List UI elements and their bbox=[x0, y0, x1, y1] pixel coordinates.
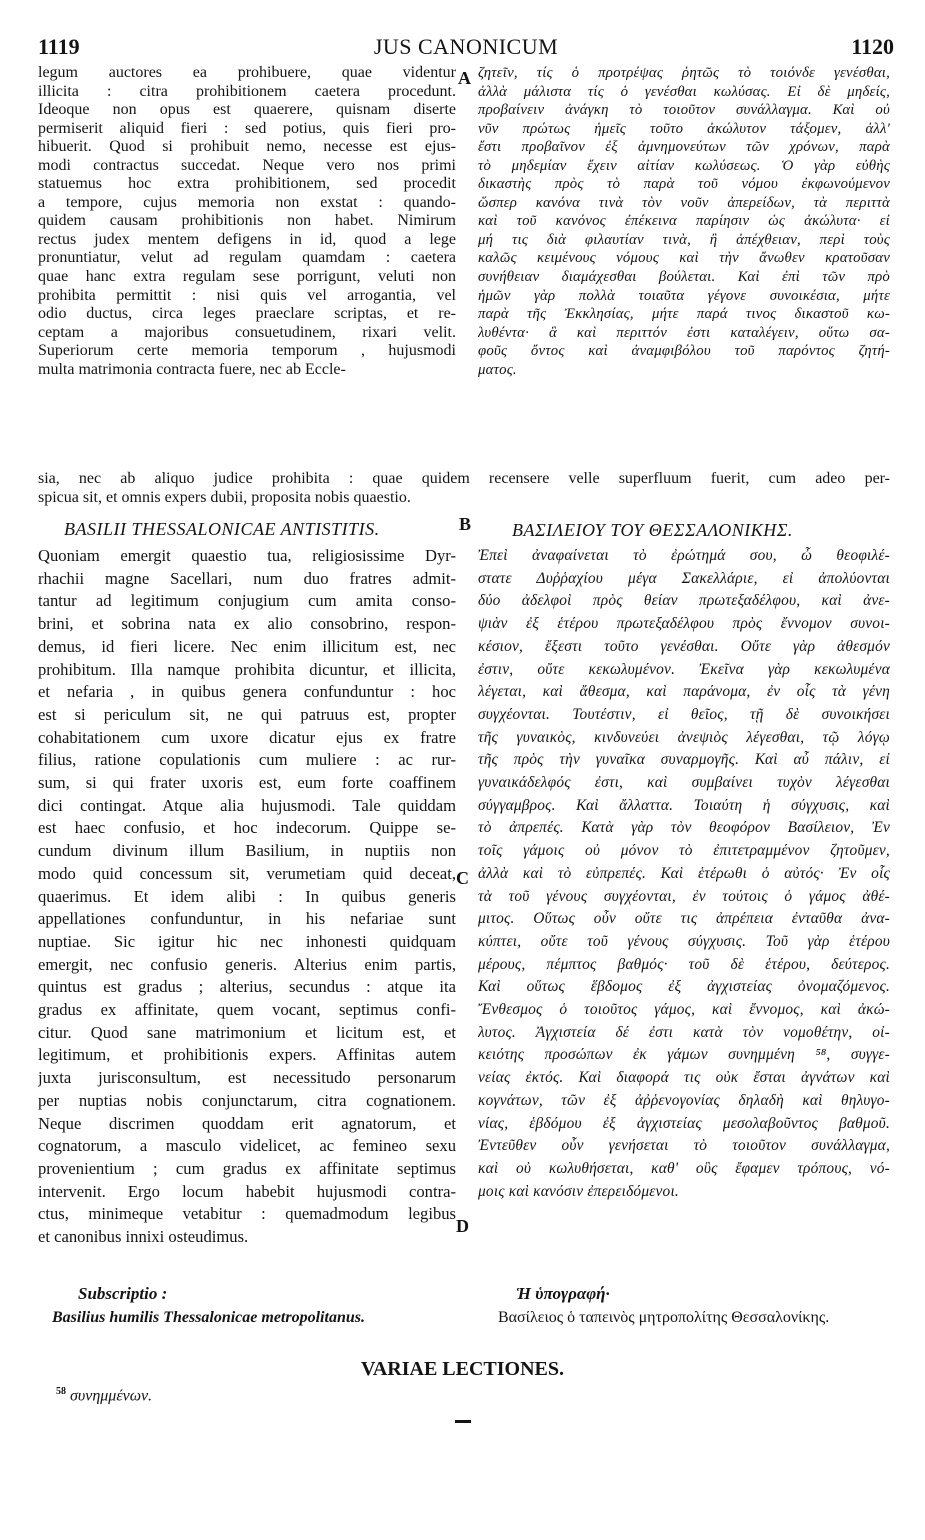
latin-text-line: Quoniam emergit quaestio tua, religiosissime Dyr- bbox=[38, 546, 456, 565]
latin-text-line: brini, et sobrina nata ex alio consobrino, respon- bbox=[38, 614, 456, 634]
greek-text-line: στατε Δυῤῥαχίου μέγα Σακελλάριε, εἰ ἀπολύονται bbox=[478, 569, 890, 587]
latin-text-line: ctus, minimeque vetabitur : quemadmodum legibus bbox=[38, 1204, 456, 1224]
greek-text-line: νείας ἐκτός. Καὶ διαφορά τις οὐκ ἔσται ἀγνάτων καὶ bbox=[478, 1069, 890, 1087]
greek-text-line: παρὰ τῆς Ἐκκλησίας, μήτε παρά τινος δικαστοῦ κω- bbox=[478, 306, 890, 323]
greek-text-line: κογνάτων, τῶν ἐξ ἀῤῥενογονίας δηλαδὴ καὶ θηλυγο- bbox=[478, 1091, 890, 1109]
greek-text-line: γυναικάδελφός ἐστι, καὶ συμβαίνει τυχὸν λέγεσθαι bbox=[478, 774, 890, 792]
bottom-latin-column bbox=[38, 545, 456, 1249]
latin-text-line: provenientium ; cum gradus ex affinitate septimus bbox=[38, 1158, 456, 1178]
margin-marker-b: B bbox=[459, 514, 472, 534]
subscriptio-latin-title: Subscriptio : bbox=[78, 1284, 168, 1303]
spanning-text-line: spicua sit, et omnis expers dubii, proposita nobis quaestio. bbox=[38, 488, 411, 506]
latin-text-line: Neque discrimen quoddam erit agnatorum, et bbox=[38, 1113, 456, 1133]
greek-text-line: τοῖς γάμοις οὐ μόνον τὸ ἐπιτετραμμένον ζητοῦμεν, bbox=[478, 842, 890, 860]
latin-text-line: Superiorum certe memoria temporum , hujusmodi bbox=[38, 342, 456, 360]
greek-text-line: δικαστὴς πρὸς τὸ παρὰ τοῦ νόμου ἐκφωνούμενον bbox=[478, 176, 890, 193]
greek-text-line: μοις καὶ κανόσιν ἐπερειδόμενοι. bbox=[478, 1182, 679, 1200]
greek-text-line: μιτος. Οὕτως οὖν οὔτε τις ἀπρέπεια ἐνταῦθα ἀνα- bbox=[478, 910, 890, 928]
latin-text-line: et canonibus innixi osteudimus. bbox=[38, 1227, 249, 1247]
latin-text-line: filius, ratione copulationis cum muliere : ac rur- bbox=[38, 750, 456, 770]
latin-text-line: nuptiae. Sic igitur hic nec inhonesti quidquam bbox=[38, 931, 456, 951]
latin-text-line: cognatorum, a masculo videlicet, ac femineo sexu bbox=[38, 1136, 456, 1156]
greek-text-line: Ἐπεὶ ἀναφαίνεται τὸ ἐρώτημά σου, ὦ θεοφιλέ- bbox=[478, 547, 890, 564]
latin-text-line: quidem causam prohibitionis non habet. Nimirum bbox=[38, 212, 456, 230]
latin-text-line: intervenit. Ergo locum habebit hujusmodi contra- bbox=[38, 1181, 456, 1201]
footnote bbox=[56, 1386, 152, 1405]
greek-text-line: φοῦς ὄντος καὶ ἀναμφιβόλου τοῦ παρόντος ζητή- bbox=[478, 343, 890, 360]
top-latin-lines bbox=[38, 64, 456, 379]
latin-text-line: tantur ad legitimum conjugium cum amita conso- bbox=[38, 591, 456, 611]
subscriptio-greek-title: Ἡ ὑπογραφή· bbox=[516, 1284, 610, 1303]
greek-text-line: κειότης προσώπων ἐκ γάμων συνημμένη ⁵⁸, συγγε- bbox=[478, 1046, 890, 1064]
greek-text-line: ἀλλὰ καὶ τὸ εὐπρεπές. Καὶ ἑτέρωθι ὁ αὐτός· Ἐν οἷς bbox=[478, 864, 890, 882]
latin-text-line: cohabitationem cum uxore dicatur ejus ex fratre bbox=[38, 727, 456, 747]
latin-text-line: quae hanc extra regulam sese porrigunt, veluti non bbox=[38, 268, 456, 286]
greek-text-line: δύο ἀδελφοὶ πρὸς θείαν πρωτεξαδέλφου, καὶ ἀνε- bbox=[478, 592, 890, 610]
latin-text-line: a tempore, cujus memoria non exstat : quando- bbox=[38, 193, 456, 211]
greek-text-line: ἀλλὰ μάλιστα τίς ὁ γενέσθαι κωλύσας. Εἰ δὲ μηδείς, bbox=[478, 83, 890, 100]
greek-text-line: Ἔνθεσμος ὁ τοιοῦτος γάμος, καὶ ἔννομος, καὶ ἀκώ- bbox=[478, 1001, 890, 1019]
variae-lectiones-heading: VARIAE LECTIONES. bbox=[360, 1358, 565, 1380]
greek-text-line: Καὶ οὕτως ἕβδομος ἐξ ἀγχιστείας ὀνομαζόμενος. bbox=[478, 978, 890, 996]
greek-text-line: καλῶς κειμένους νόμους καὶ τὴν ἄνωθεν κρατοῦσαν bbox=[478, 250, 890, 267]
greek-text-line: τῆς γυναικὸς, κινδυνεύει ἀνεψιὸς λέγεσθαι, τῷ λόγῳ bbox=[478, 728, 890, 746]
greek-text-line: ἔστι προβαῖνον ἐξ ἀμνημονεύτων τῶν χρόνων, παρὰ bbox=[478, 139, 890, 156]
latin-text-line: gradus ex affinitate, quem vocant, septimus confi- bbox=[38, 1000, 456, 1020]
greek-text-line: νῦν πρώτως ἡμεῖς τοῦτο ἀκώλυτον τάξομεν, ἀλλ' bbox=[478, 120, 890, 137]
greek-text-line: κύπτει, οὔτε τοῦ γένους σύγχυσις. Τοῦ γὰρ ἑτέρου bbox=[478, 932, 890, 950]
greek-text-line: συγχέονται. Τουτέστιν, εἰ θεῖος, τῇ δὲ συνοικήσει bbox=[478, 705, 890, 723]
latin-text-line: prohibita permittit : nisi quis vel arrogantia, vel bbox=[38, 286, 456, 304]
left-section-title: BASILII THESSALONICAE ANTISTITIS. bbox=[64, 519, 380, 539]
greek-text-line: τὸ ἀπρεπές. Κατὰ γὰρ τὸν θεοφόρον Βασίλειον, Ἐν bbox=[478, 819, 890, 837]
latin-text-line: juxta jurisconsultum, est necessitudo personarum bbox=[38, 1068, 456, 1088]
latin-text-line: Ideoque non opus est quaerere, quisnam diserte bbox=[38, 101, 456, 119]
greek-text-line: ἡμῶν γὰρ πολλὰ τοιαῦτα γέγονε συνοικέσια, μήτε bbox=[478, 287, 890, 304]
greek-text-line: σύγγαμβρος. Καὶ ἄλλαττα. Τοιαύτη ἡ σύγχυσις, καὶ bbox=[478, 796, 890, 814]
page-number-right: 1120 bbox=[851, 34, 894, 59]
greek-text-line: Ἐντεῦθεν οὖν γενήσεται τὸ τοιοῦτον συνάλλαγμα, bbox=[478, 1137, 890, 1155]
greek-text-line: ζητεῖν, τίς ὁ προτρέψας ῥητῶς τὸ τοιόνδε γενέσθαι, bbox=[478, 65, 890, 81]
latin-text-line: quintus est gradus ; alterius, secundus : atque ita bbox=[38, 977, 456, 997]
latin-text-line: est haec confusio, et hoc indecorum. Quippe se- bbox=[38, 818, 456, 838]
greek-text-line: τῆς πρὸς τὴν γυναῖκα συναρμογῆς. Καὶ αὖ πάλιν, εἰ bbox=[478, 751, 890, 769]
margin-marker-d: D bbox=[456, 1216, 469, 1236]
latin-text-line: odio ductus, circa leges praeclare scriptas, et re- bbox=[38, 305, 456, 323]
latin-text-line: demus, id fieri licere. Nec enim illicitum est, nec bbox=[38, 636, 456, 656]
latin-text-line: statuemus hoc extra prohibitionem, sed procedit bbox=[38, 175, 456, 193]
greek-text-line: κέσιον, ἔξεστι τοῦτο γενέσθαι. Οὔτε γὰρ ἀθεσμόν bbox=[478, 637, 890, 655]
greek-text-line: ματος. bbox=[478, 361, 517, 378]
latin-text-line: appellationes confunduntur, in his nefariae sunt bbox=[38, 909, 456, 929]
latin-text-line: legum auctores ea prohibuere, quae videntur bbox=[38, 64, 456, 81]
greek-text-line: καὶ τοῦ κανόνος ἐπέκεινα παρίησιν ὡς ἀκώλυτα· εἰ bbox=[478, 213, 890, 230]
page-header bbox=[38, 34, 894, 60]
bottom-greek-lines bbox=[478, 545, 890, 1203]
latin-text-line: hibuerit. Quod si prohibuit nemo, necesse est ejus- bbox=[38, 138, 456, 156]
latin-text-line: illicita : citra prohibitionem caetera procedunt. bbox=[38, 82, 456, 100]
greek-text-line: μή τις διὰ φιλαυτίαν τινὰ, ἢ ἀπέχθειαν, περὶ τοὺς bbox=[478, 231, 890, 248]
right-section-title: ΒΑΣΙΛΕΙΟΥ ΤΟΥ ΘΕΣΣΑΛΟΝΙΚΗΣ. bbox=[512, 520, 793, 540]
greek-text-line: λυθέντα· ἃ καὶ περιττόν ἐστι καταλέγειν, οὕτω σα- bbox=[478, 324, 890, 341]
footnote-text: συνημμένων. bbox=[70, 1387, 153, 1405]
latin-text-line: et nefaria , in quibus genera confunduntur : hoc bbox=[38, 682, 456, 702]
latin-text-line: permiserit aliquid fieri : sed potius, quis fieri pro- bbox=[38, 119, 456, 137]
latin-text-line: pronuntiatur, velut ad regulam quamdam : caetera bbox=[38, 249, 456, 267]
greek-text-line: ψιὰν ἐξ ἑτέρου πρωτεξαδέλφου πρὸς ἔννομον συνοι- bbox=[478, 615, 890, 633]
spanning-text-line: sia, nec ab aliquo judice prohibita : quae quidem recensere velle superfluum fuerit, cum adeo per- bbox=[38, 470, 890, 487]
subscriptio-greek-text: Βασίλειος ὁ ταπεινὸς μητροπολίτης Θεσσαλονίκης. bbox=[498, 1309, 830, 1326]
top-greek-lines bbox=[478, 64, 890, 379]
subscriptio-latin-text: Basilius humilis Thessalonicae metropolitanus. bbox=[52, 1309, 365, 1326]
latin-text-line: rectus judex mentem defigens in id, quod a lege bbox=[38, 230, 456, 248]
greek-text-line: ὥσπερ κανόνα τινὰ τὸν νοῦν ἀπερείδων, τὰ περιττὰ bbox=[478, 194, 890, 211]
latin-text-line: cundum divinum illum Basilium, in nuptiis non bbox=[38, 841, 456, 861]
span-lines bbox=[38, 470, 890, 507]
greek-text-line: ἐστιν, οὔτε κεκωλυμένον. Ἐκεῖνα γὰρ κεκωλυμένα bbox=[478, 660, 890, 678]
greek-text-line: τὸ μηδεμίαν ἔχειν αἰτίαν κωλύσεως. Ὁ γὰρ εὐθὴς bbox=[478, 157, 890, 174]
top-greek-column bbox=[478, 64, 890, 379]
running-title: JUS CANONICUM bbox=[373, 34, 559, 59]
latin-text-line: sum, si qui frater uxoris est, eum forte coaffinem bbox=[38, 773, 456, 793]
greek-text-line: λέγεται, καὶ ἄθεσμα, καὶ παράνομα, ἐν οἷς τὰ γένη bbox=[478, 683, 890, 701]
latin-text-line: rhachii magne Sacellari, num duo fratres admit- bbox=[38, 568, 456, 588]
bottom-latin-lines bbox=[38, 545, 456, 1249]
span-text bbox=[38, 470, 890, 507]
greek-text-line: νίας, ἑβδόμου ἐξ ἀγχιστείας μεσολαβοῦντος βαθμοῦ. bbox=[478, 1114, 890, 1132]
end-dash bbox=[455, 1420, 471, 1423]
margin-marker-a: A bbox=[458, 68, 471, 88]
margin-marker-c: C bbox=[456, 868, 469, 888]
latin-text-line: quaerimus. Et idem alibi : In quibus generis bbox=[38, 886, 456, 906]
greek-text-line: μέρους, πέμπτος βαθμός· τοῦ δὲ ἑτέρου, δεύτερος. bbox=[478, 955, 890, 973]
bottom-greek-column bbox=[478, 545, 890, 1203]
latin-text-line: prohibitum. Illa namque prohibita dicuntur, et illicita, bbox=[38, 659, 456, 679]
greek-text-line: καὶ οὐ κωλυθήσεται, καθ' οὓς ἔφαμεν τρόπους, νό- bbox=[478, 1159, 890, 1177]
latin-text-line: citur. Quod sane matrimonium et licitum est, et bbox=[38, 1022, 456, 1042]
latin-text-line: per nuptias nobis conjunctarum, citra cognationem. bbox=[38, 1090, 456, 1110]
greek-text-line: συνήθειαν διαμάχεσθαι βούλεται. Καὶ ἐπὶ τῶν πρὸ bbox=[478, 269, 890, 286]
footnote-number: 58 bbox=[56, 1386, 66, 1397]
page-number-left: 1119 bbox=[38, 34, 80, 59]
greek-text-line: τὰ τοῦ γένους συγχέονται, ἐν τούτοις ὁ γάμος ἀθέ- bbox=[478, 887, 890, 905]
latin-text-line: emergit, nec confusio generis. Alterius enim partis, bbox=[38, 954, 456, 974]
latin-text-line: dici contingat. Atque alia hujusmodi. Tale quiddam bbox=[38, 795, 456, 815]
latin-text-line: ceptam a majoribus consuetudinem, rixari velit. bbox=[38, 323, 456, 341]
latin-text-line: modo quid concessum sit, verumetiam quid deceat, bbox=[38, 863, 456, 883]
greek-text-line: προβαίνειν ἀνάγκη τὸ τοιοῦτον συνάλλαγμα. Καὶ οὐ bbox=[478, 102, 890, 119]
latin-text-line: modi contractus succedat. Neque vero nos primi bbox=[38, 156, 456, 174]
top-latin-column bbox=[38, 64, 456, 379]
latin-text-line: multa matrimonia contracta fuere, nec ab Eccle- bbox=[38, 360, 346, 378]
greek-text-line: λυτος. Ἀγχιστεία δέ ἐστι κατὰ τὸν νομοθέτην, οἰ- bbox=[478, 1023, 890, 1041]
latin-text-line: legitimum, et prohibitionis expers. Affinitas autem bbox=[38, 1045, 456, 1065]
latin-text-line: est si periculum sit, ne qui patruus est, propter bbox=[38, 704, 456, 724]
